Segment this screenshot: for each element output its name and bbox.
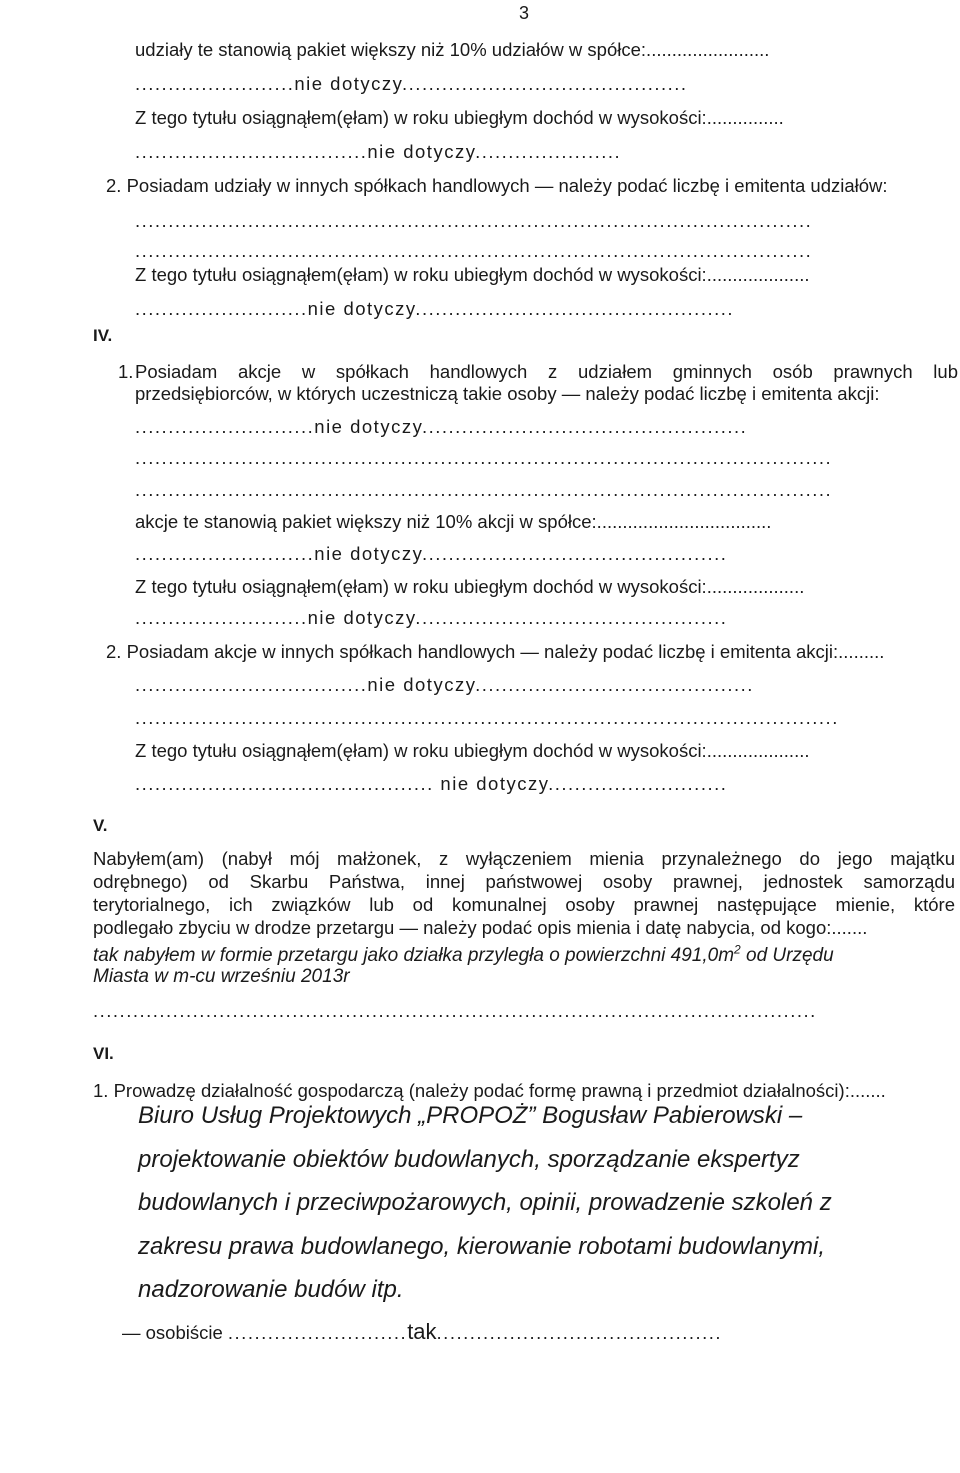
page-number: 3 bbox=[519, 3, 530, 23]
answer-line: ...................................nie dotyczy...................... bbox=[135, 141, 622, 162]
section-v-numeral: V. bbox=[93, 816, 108, 835]
business-answer: zakresu prawa budowlanego, kierowanie robotami budowlanymi, bbox=[138, 1233, 826, 1260]
shares-municipal-line: Posiadam akcje w spółkach handlowych z udziałem gminnych osób prawnych lub bbox=[135, 361, 958, 382]
other-shares-line: 2. Posiadam akcje w innych spółkach handlowych — należy podać liczbę i emitenta akcji:......... bbox=[106, 641, 885, 662]
income-line: Z tego tytułu osiągnąłem(ęłam) w roku ubiegłym dochód w wysokości:.................... bbox=[135, 264, 810, 285]
dotted-fill: ........................................... bbox=[436, 1322, 723, 1343]
answer-line: ........................nie dotyczy........................................... bbox=[135, 73, 688, 94]
acquisition-answer: tak nabyłem w formie przetargu jako działka przyległa o powierzchni $491,0m^2$ od Urzędu bbox=[93, 942, 834, 966]
answer-line: ...................................nie dotyczy.......................................... bbox=[135, 674, 754, 695]
dotted-line: ............................................................................................................. bbox=[93, 1000, 817, 1021]
shares-over-10pct-line: udziały te stanowią pakiet większy niż 10% udziałów w spółce:........................ bbox=[135, 39, 770, 60]
dotted-line: .......................................................................................................... bbox=[135, 707, 839, 728]
section-iv-numeral: IV. bbox=[93, 326, 113, 345]
shares-over-10pct-line: akcje te stanowią pakiet większy niż 10% akcji w spółce:.................................. bbox=[135, 511, 772, 532]
income-line: Z tego tytułu osiągnąłem(ęłam) w roku ubiegłym dochód w wysokości:................... bbox=[135, 576, 805, 597]
personally-line bbox=[122, 1321, 722, 1344]
dotted-line: ......................................................................................................... bbox=[135, 479, 833, 500]
answer-line: ..........................nie dotyczy................................................ bbox=[135, 298, 735, 319]
income-line: Z tego tytułu osiągnąłem(ęłam) w roku ubiegłym dochód w wysokości:............... bbox=[135, 107, 784, 128]
dotted-line: ...................................................................................................... bbox=[135, 210, 813, 231]
acquisition-answer-2: Miasta w m-cu wrześniu 2013r bbox=[93, 966, 350, 987]
acquisition-line: Nabyłem(am) (nabył mój małżonek, z wyłączeniem mienia przynależnego do jego majątku bbox=[93, 848, 955, 869]
acquisition-line: odrębnego) od Skarbu Państwa, innej państwowej osoby prawnej, jednostek samorządu bbox=[93, 871, 955, 892]
business-answer: budowlanych i przeciwpożarowych, opinii, prowadzenie szkoleń z bbox=[138, 1189, 832, 1216]
business-answer: nadzorowanie budów itp. bbox=[138, 1276, 404, 1303]
item-number: 1. bbox=[118, 361, 134, 382]
income-line: Z tego tytułu osiągnąłem(ęłam) w roku ubiegłym dochód w wysokości:.................... bbox=[135, 740, 810, 761]
shares-municipal-line-2: przedsiębiorców, w których uczestniczą takie osoby — należy podać liczbę i emitenta akcji: bbox=[135, 383, 880, 404]
business-answer: Biuro Usług Projektowych „PROPOŻ” Bogusław Pabierowski – bbox=[138, 1102, 803, 1129]
answer-line: ............................................. nie dotyczy........................... bbox=[135, 773, 728, 794]
acquisition-line: terytorialnego, ich związków lub od komunalnej osoby prawnej następujące mienie, które bbox=[93, 894, 955, 915]
acquisition-line: podlegało zbyciu w drodze przetargu — należy podać opis mienia i datę nabycia, od kogo:....... bbox=[93, 917, 868, 938]
answer-line: ...........................nie dotyczy.............................................. bbox=[135, 543, 728, 564]
dotted-fill: ........................... bbox=[227, 1322, 408, 1343]
dotted-line: ......................................................................................................... bbox=[135, 447, 833, 468]
personally-label: — osobiście bbox=[122, 1322, 223, 1343]
section-vi-numeral: VI. bbox=[93, 1044, 114, 1063]
business-answer: projektowanie obiektów budowlanych, sporządzanie ekspertyz bbox=[138, 1146, 800, 1173]
answer-line: ..........................nie dotyczy............................................... bbox=[135, 607, 728, 628]
other-shares-line: 2. Posiadam udziały w innych spółkach handlowych — należy podać liczbę i emitenta udziałów: bbox=[106, 175, 888, 196]
business-activity-line: 1. Prowadzę działalność gospodarczą (należy podać formę prawną i przedmiot działalności):....... bbox=[93, 1080, 886, 1101]
dotted-line: ...................................................................................................... bbox=[135, 240, 813, 261]
personally-answer: tak bbox=[407, 1319, 437, 1344]
answer-line: ...........................nie dotyczy................................................. bbox=[135, 416, 748, 437]
